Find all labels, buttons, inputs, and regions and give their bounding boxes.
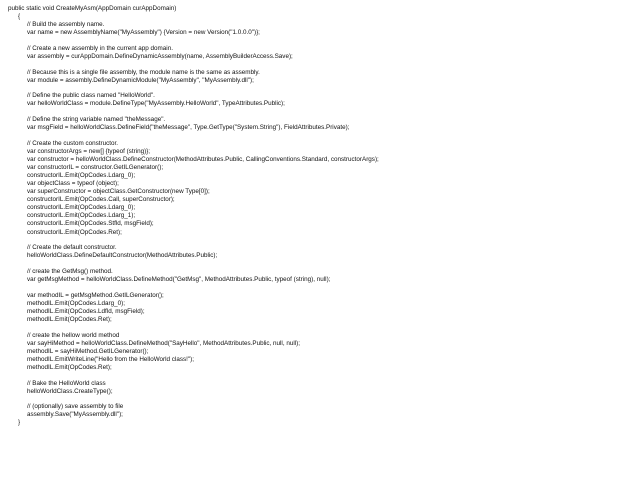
code-comment-line: // Build the assembly name.	[27, 21, 105, 29]
code-line: constructorIL.Emit(OpCodes.Ret);	[27, 228, 122, 236]
code-line: methodIL.Emit(OpCodes.Ret);	[27, 315, 112, 323]
code-comment-line: // Define the string variable named "theMessage".	[27, 116, 166, 124]
blank-line	[8, 132, 634, 140]
code-line: var constructorIL = constructor.GetILGenerator();	[27, 164, 164, 172]
code-comment-line: // Create the custom constructor.	[27, 140, 118, 147]
code-block	[8, 380, 634, 396]
code-line: constructorIL.Emit(OpCodes.Ldarg_0);	[27, 204, 136, 212]
blank-line	[8, 37, 634, 45]
code-line: var sayHiMethod = helloWorldClass.DefineMethod("SayHello", MethodAttributes.Public, null, null);	[27, 339, 300, 347]
blank-line	[8, 109, 634, 117]
code-line: var constructor = helloWorldClass.DefineConstructor(MethodAttributes.Public, CallingConventions.Standard, constructorArgs);	[27, 156, 379, 164]
code-line: constructorIL.Emit(OpCodes.Call, superConstructor);	[27, 196, 175, 204]
code-line: helloWorldClass.DefineDefaultConstructor(MethodAttributes.Public);	[27, 252, 218, 260]
code-line: constructorIL.Emit(OpCodes.Stfld, msgField);	[27, 220, 154, 228]
code-line: var getMsgMethod = helloWorldClass.DefineMethod("GetMsg", MethodAttributes.Public, typeof (string), null);	[27, 276, 331, 284]
code-block	[8, 268, 634, 284]
code-block	[8, 140, 634, 237]
method-body	[8, 21, 634, 419]
code-block	[8, 332, 634, 372]
code-line: var module = assembly.DefineDynamicModule("MyAssembly", "MyAssembly.dll");	[27, 76, 254, 84]
code-block	[8, 92, 634, 108]
opening-brace: {	[18, 13, 21, 21]
code-line: var superConstructor = objectClass.GetConstructor(new Type[0]);	[27, 188, 210, 196]
code-block	[8, 244, 634, 260]
code-line: constructorIL.Emit(OpCodes.Ldarg_1);	[27, 212, 136, 220]
code-block	[8, 21, 634, 37]
code-line: methodIL.EmitWriteLine("Hello from the HelloWorld class!");	[27, 355, 194, 363]
code-line: methodIL.Emit(OpCodes.Ldarg_0);	[27, 299, 126, 307]
code-line: constructorIL.Emit(OpCodes.Ldarg_0);	[27, 172, 136, 180]
code-line: helloWorldClass.CreateType();	[27, 387, 113, 395]
code-line: var helloWorldClass = module.DefineType("MyAssembly.HelloWorld", TypeAttributes.Public);	[27, 100, 285, 108]
code-comment-line: // create the GetMsg() method.	[27, 268, 113, 276]
code-comment-line: // Because this is a single file assembly, the module name is the same as assembly.	[27, 68, 260, 76]
code-comment-line: // Bake the HelloWorld class	[27, 379, 106, 387]
blank-line	[8, 324, 634, 332]
code-line: methodIL.Emit(OpCodes.Ldfld, msgField);	[27, 307, 145, 315]
code-line: var objectClass = typeof (object);	[27, 180, 119, 188]
code-block	[8, 69, 634, 85]
method-signature: public static void CreateMyAsm(AppDomain curAppDomain)	[8, 5, 177, 12]
blank-line	[8, 372, 634, 380]
blank-line	[8, 284, 634, 292]
code-line: assembly.Save("MyAssembly.dll");	[27, 411, 123, 419]
blank-line	[8, 237, 634, 245]
closing-brace: }	[18, 419, 21, 427]
code-comment-line: // Define the public class named "HelloWorld".	[27, 92, 155, 100]
code-line: var assembly = curAppDomain.DefineDynamicAssembly(name, AssemblyBuilderAccess.Save);	[27, 52, 293, 60]
blank-line	[8, 85, 634, 93]
code-comment-line: // Create a new assembly in the current app domain.	[27, 44, 173, 52]
code-line: var methodIL = getMsgMethod.GetILGenerator();	[27, 291, 164, 299]
code-block	[8, 45, 634, 61]
blank-line	[8, 61, 634, 69]
code-comment-line: // create the hellow world method	[27, 331, 120, 339]
code-line: var msgField = helloWorldClass.DefineField("theMessage", Type.GetType("System.String"), FieldAttributes.Private);	[27, 124, 350, 132]
code-block	[8, 403, 634, 419]
code-line: var constructorArgs = new[] {typeof (string)};	[27, 148, 151, 156]
code-line: methodIL = sayHiMethod.GetILGenerator();	[27, 347, 149, 355]
code-block	[8, 116, 634, 132]
code-comment-line: // Create the default constructor.	[27, 244, 117, 252]
blank-line	[8, 260, 634, 268]
blank-line	[8, 396, 634, 404]
code-block	[8, 292, 634, 324]
code-line: methodIL.Emit(OpCodes.Ret);	[27, 363, 112, 371]
code-comment-line: // (optionally) save assembly to file	[27, 403, 124, 411]
code-listing	[8, 5, 634, 428]
code-line: var name = new AssemblyName("MyAssembly") {Version = new Version("1.0.0.0")};	[27, 29, 260, 37]
